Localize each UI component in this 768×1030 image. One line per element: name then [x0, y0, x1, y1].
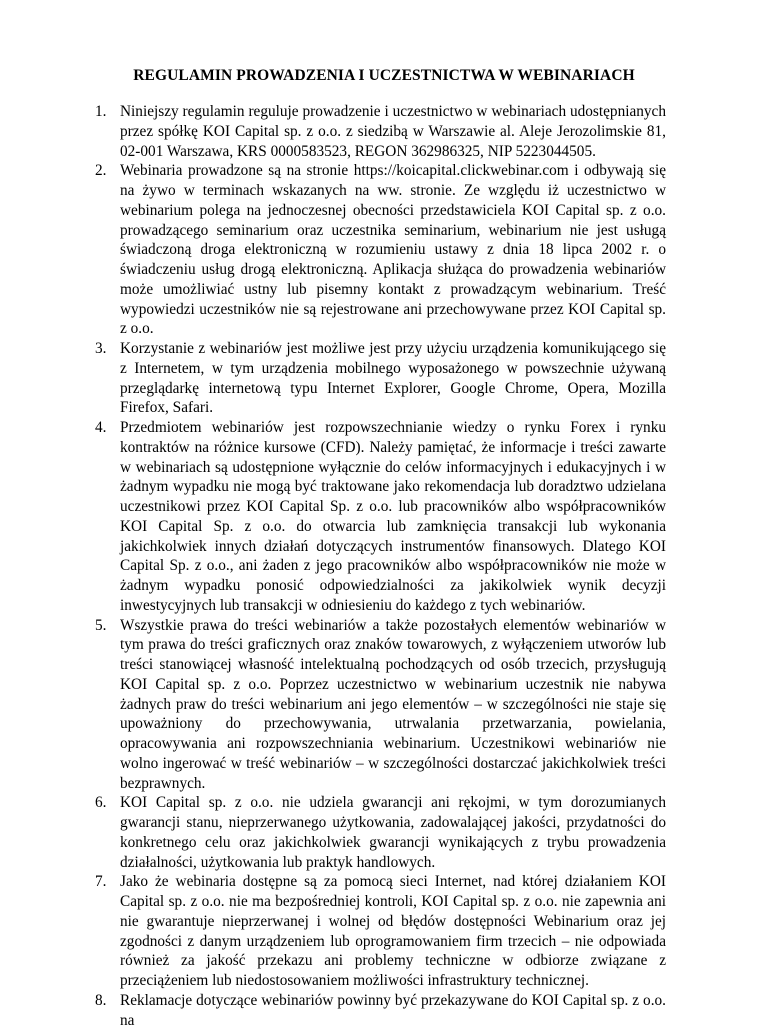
- item-number: 2.: [95, 162, 107, 180]
- list-item: [95, 991, 666, 1030]
- item-number: 4.: [95, 419, 107, 436]
- item-text: KOI Capital sp. z o.o. nie udziela gwarancji ani rękojmi, w tym dorozumianych gwarancji stanu, nieprzerwanego użytkowania, zadowalającej jakości, przydatności do konkretnego celu oraz jakichkolwiek gwarancji wynikających z trybu prowadzenia działalności, użytkowania lub praktyk handlowych.: [120, 794, 666, 871]
- item-text: Wszystkie prawa do treści webinariów a także pozostałych elementów webinariów w tym prawa do treści graficznych oraz znaków towarowych, z wyłączeniem utworów lub treści stanowiącej własność intelektualną pochodzących od osób trzecich, przysługują KOI Capital sp. z o.o. Poprzez uczestnictwo w webinarium uczestnik nie nabywa żadnych praw do treści webinarium ani jego elementów – w szczególności nie staje się upoważniony do przechowywania, utrwalania przetwarzania, powielania, opracowywania ani rozpowszechniania webinarium. Uczestnikowi webinariów nie wolno ingerować w treść webinariów – w szczególności dostarczać jakichkolwiek treści bezprawnych.: [120, 616, 666, 792]
- item-text: Jako że webinaria dostępne są za pomocą sieci Internet, nad której działaniem KOI Capital sp. z o.o. nie ma bezpośredniej kontroli, KOI Capital sp. z o.o. nie zapewnia ani nie gwarantuje nieprzerwanej i wolnej od błędów dostępności Webinarium oraz jej zgodności z danym urządzeniem lub oprogramowaniem firm trzecich – nie odpowiada również za jakość przekazu ani problemy techniczne w odbiorze związane z przeciążeniem lub niedostosowaniem możliwości infrastruktury technicznej.: [120, 873, 666, 989]
- item-text: Przedmiotem webinariów jest rozpowszechnianie wiedzy o rynku Forex i rynku kontraktów na różnice kursowe (CFD). Należy pamiętać, że informacje i treści zawarte w webinariach są udostępnione wyłącznie do celów informacyjnych i edukacyjnych i w żadnym wypadku nie mogą być traktowane jako rekomendacja lub doradztwo udzielana uczestnikowi przez KOI Capital Sp. z o.o. lub pracowników albo współpracowników KOI Capital Sp. z o.o. do otwarcia lub zamknięcia transakcji lub wykonania jakichkolwiek innych działań dotyczących instrumentów finansowych. Dlatego KOI Capital Sp. z o.o., ani żaden z jego pracowników albo współpracowników nie może w żadnym wypadku ponosić odpowiedzialności za jakikolwiek wynik decyzji inwestycyjnych lub transakcji w odniesieniu do każdego z tych webinariów.: [120, 419, 666, 614]
- item-text: Reklamacje dotyczące webinariów powinny być przekazywane do KOI Capital sp. z o.o. na: [120, 991, 666, 1029]
- item-text: Niniejszy regulamin reguluje prowadzenie i uczestnictwo w webinariach udostępnianych przez spółkę KOI Capital sp. z o.o. z siedzibą w Warszawie al. Aleje Jerozolimskie 81, 02-001 Warszawa, KRS 0000583523, REGON 362986325, NIP 5223044505.: [120, 103, 666, 160]
- list-item: [95, 793, 666, 872]
- item-number: 7.: [95, 873, 107, 891]
- item-number: 3.: [95, 340, 107, 357]
- item-number: 8.: [95, 991, 107, 1009]
- list-item: [95, 418, 666, 616]
- list-item: [95, 616, 666, 794]
- item-number: 6.: [95, 794, 107, 812]
- item-number: 1.: [95, 103, 107, 120]
- list-item: [95, 872, 666, 991]
- item-number: 5.: [95, 616, 107, 634]
- list-item: [95, 339, 666, 418]
- list-item: [95, 102, 666, 161]
- item-text: Webinaria prowadzone są na stronie https://koicapital.clickwebinar.com i odbywają się na żywo w terminach wskazanych na ww. stronie. Ze względu iż uczestnictwo w webinarium polega na jednoczesnej obecności przedstawiciela KOI Capital sp. z o.o. prowadzącego seminarium oraz uczestnika seminarium, webinarium nie jest usługą świadczoną droga elektroniczną w rozumieniu ustawy z dnia 18 lipca 2002 r. o świadczeniu usług drogą elektroniczną. Aplikacja służąca do prowadzenia webinariów może umożliwiać ustny lub pisemny kontakt z prowadzącym webinarium. Treść wypowiedzi uczestników nie są rejestrowane ani przechowywane przez KOI Capital sp. z o.o.: [120, 162, 666, 338]
- list-item: [95, 161, 666, 339]
- item-text: Korzystanie z webinariów jest możliwe jest przy użyciu urządzenia komunikującego się z Internetem, w tym urządzenia mobilnego wyposażonego w powszechnie używaną przeglądarkę internetową typu Internet Explorer, Google Chrome, Opera, Mozilla Firefox, Safari.: [120, 340, 666, 417]
- document-title: REGULAMIN PROWADZENIA I UCZESTNICTWA W WEBINARIACH: [133, 67, 635, 84]
- regulation-list: [0, 102, 666, 1030]
